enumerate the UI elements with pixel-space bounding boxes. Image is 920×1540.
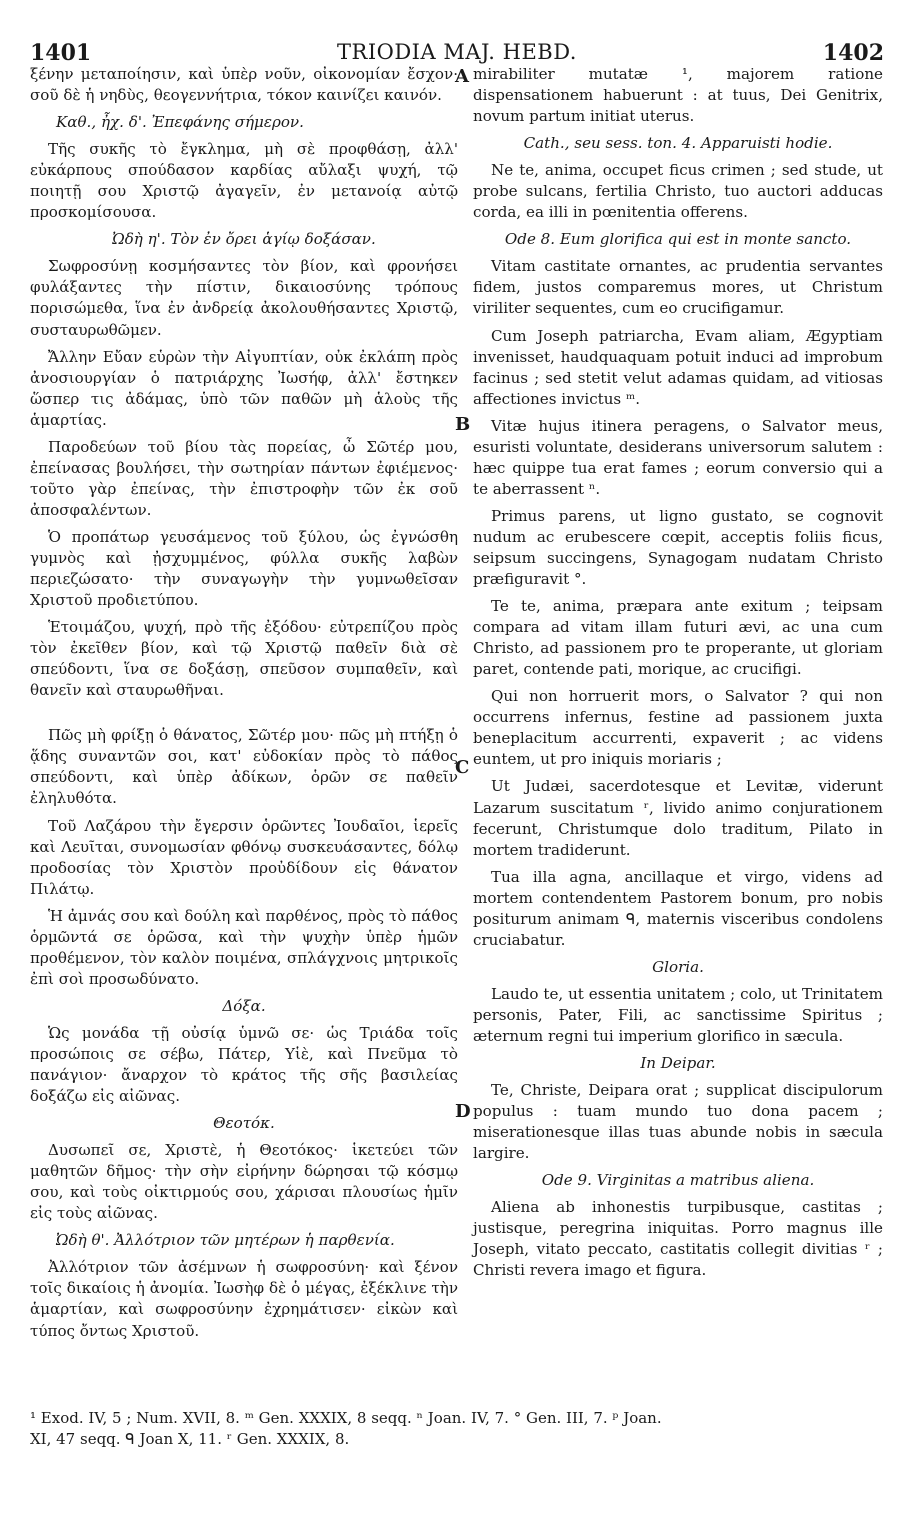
latin-column (473, 64, 883, 1287)
greek-paragraph: Ἡ ἀμνάς σου καὶ δούλη καὶ παρθένος, πρὸς τὸ πάθος ὁρμῶντά σε ὁρῶσα, καὶ τὴν ψυχὴν ὑπὲρ ἡμῶν προθέμενον, τὸν καλὸν ποιμένα, σπλάγχνοις μητρικοῖς ἐπὶ σοὶ προσωδύνατο. (30, 906, 458, 988)
footnote-line: XI, 47 seqq. ᑫ Joan X, 11. ʳ Gen. XXXIX, 8. (30, 1430, 350, 1448)
latin-heading: Ode 9. Virginitas a matribus aliena. (541, 1171, 815, 1190)
latin-heading: Gloria. (652, 957, 704, 976)
footnote-line: ¹ Exod. IV, 5 ; Num. XVII, 8. ᵐ Gen. XXXIX, 8 seqq. ⁿ Joan. IV, 7. ° Gen. III, 7. ᵖ Joan. (30, 1409, 662, 1427)
greek-paragraph: ξένην μεταποίησιν, καὶ ὑπὲρ νοῦν, οἰκονομίαν ἔσχον· σοῦ δὲ ἡ νηδὺς, θεογεννήτρια, τόκον καινίζει καινόν. (30, 65, 458, 105)
greek-heading: Καθ., ἦχ. δ'. Ἐπεφάνης σήμερον. (56, 113, 304, 132)
greek-paragraph: Ἀλλότριον τῶν ἀσέμνων ἡ σωφροσύνη· καὶ ξένον τοῖς δικαίοις ἡ ἀνομία. Ἰωσὴφ δὲ ὁ μέγας, ἐξέκλινε τὴν ἁμαρτίαν, καὶ σωφροσύνην ἐχρημάτισεν· εἰκὼν καὶ τύπος ὄντως Χριστοῦ. (30, 1258, 458, 1340)
greek-paragraph: Ὡς μονάδα τῇ οὐσίᾳ ὑμνῶ σε· ὡς Τριάδα τοῖς προσώποις σε σέβω, Πάτερ, Υἱὲ, καὶ Πνεῦμα τὸ πανάγιον· ἄναρχον τὸ κράτος τῆς σῆς βασιλείας δοξάζω εἰς αἰῶνας. (30, 1023, 458, 1106)
greek-paragraph: Δυσωπεῖ σε, Χριστὲ, ἡ Θεοτόκος· ἱκετεύει τῶν μαθητῶν δῆμος· τὴν σὴν εἰρήνην δώρησαι τῷ κόσμῳ σου, καὶ τοὺς οἰκτιρμούς σου, χάρισαι πλουσίως ἡμῖν εἰς τοὺς αἰῶνας. (30, 1141, 458, 1223)
greek-heading: Ὠδὴ η'. Τὸν ἐν ὄρει ἁγίῳ δοξάσαν. (112, 230, 376, 249)
latin-paragraph: Cum Joseph patriarcha, Evam aliam, Ægyptiam invenisset, haudquaquam potuit induci ad improbum facinus ; sed stetit velut adamas quidam, ad vitiosas affectiones invictus ᵐ. (473, 326, 883, 408)
latin-heading: Ode 8. Eum glorifica qui est in monte sancto. (504, 230, 852, 249)
latin-heading: Cath., seu sess. ton. 4. Apparuisti hodie. (523, 134, 833, 153)
greek-heading: Δόξα. (222, 996, 266, 1015)
latin-paragraph: Te te, anima, præpara ante exitum ; teipsam compara ad vitam illam futuri ævi, ac una cum Christo, ad passionem pro te properante, ut gloriam paret, contende pati, morique, ac crucifigi. (473, 597, 883, 679)
greek-paragraph: Τοῦ Λαζάρου τὴν ἔγερσιν ὁρῶντες Ἰουδαῖοι, ἱερεῖς καὶ Λευῖται, συνομωσίαν φθόνῳ συσκευάσαντες, δόλῳ προδοσίας τὸν Χριστὸν προὐδίδουν εἰς θάνατον Πιλάτῳ. (30, 816, 458, 898)
section-mark-a: A (455, 66, 469, 87)
section-mark-b: B (455, 414, 471, 435)
latin-paragraph: Aliena ab inhonestis turpibusque, castitas ; justisque, peregrina iniquitas. Porro magnus ille Joseph, vitato peccato, castitatis collegit divitias ʳ ; Christi revera imago et figura. (473, 1198, 883, 1280)
greek-paragraph: Ἑτοιμάζου, ψυχή, πρὸ τῆς ἐξόδου· εὐτρεπίζου πρὸς τὸν ἐκεῖθεν βίον, καὶ τῷ Χριστῷ παθεῖν διὰ σὲ σπεύδοντι, ἵνα σε δοξάσῃ, σπεῦσον συμπαθεῖν, καὶ θανεῖν καὶ σταυρωθῆναι. (30, 618, 458, 700)
latin-paragraph: Ut Judæi, sacerdotesque et Levitæ, viderunt Lazarum suscitatum ʳ, livido animo conjurationem fecerunt, Christumque dolo traditum, Pilato in mortem tradiderunt. (473, 777, 883, 859)
latin-paragraph: Vitam castitate ornantes, ac prudentia servantes fidem, justos comparemus mores, ut Christum viriliter sequentes, cum eo crucifigamur. (473, 257, 883, 318)
greek-paragraph: Ἄλλην Εὔαν εὑρὼν τὴν Αἰγυπτίαν, οὐκ ἐκλάπη πρὸς ἀνοσιουργίαν ὁ πατριάρχης Ἰωσήφ, ἀλλ' ἔστηκεν ὥσπερ τις ἀδάμας, ὑπὸ τῶν παθῶν μὴ ἁλοὺς τῆς ἁμαρτίας. (30, 347, 458, 429)
latin-paragraph: Qui non horruerit mors, o Salvator ? qui non occurrens infernus, festine ad passionem juxta beneplacitum accurrenti, expaverit ; ac videns euntem, ut pro iniquis moriaris ; (473, 687, 883, 769)
page-number-left: 1401 (30, 40, 92, 66)
greek-paragraph: Σωφροσύνῃ κοσμήσαντες τὸν βίον, καὶ φρονήσει φυλάξαντες τὴν πίστιν, δικαιοσύνης τρόπους πορισώμεθα, ἵνα ἐν ἀνδρείᾳ ἀκολουθήσαντες Χριστῷ, συσταυρωθῶμεν. (30, 257, 458, 339)
latin-paragraph: Tua illa agna, ancillaque et virgo, videns ad mortem contendentem Pastorem bonum, pro nobis positurum animam ᑫ, maternis visceribus condolens cruciabatur. (473, 867, 883, 949)
greek-column (30, 64, 458, 1348)
greek-paragraph: Ὁ προπάτωρ γευσάμενος τοῦ ξύλου, ὡς ἐγνώσθη γυμνὸς καὶ ᾐσχυμμένος, φύλλα συκῆς λαβὼν περιεζώσατο· τὴν συναγωγὴν τὴν γυμνωθεῖσαν Χριστοῦ προδιετύπου. (30, 527, 458, 610)
greek-heading: Ὠδὴ θ'. Ἀλλότριον τῶν μητέρων ἡ παρθενία. (56, 1231, 395, 1250)
page-number-right: 1402 (822, 40, 884, 66)
latin-paragraph: Vitæ hujus itinera peragens, o Salvator meus, esuristi voluntate, desiderans universorum salutem : hæc quippe tua erat fames ; eorum conversio qui a te aberrassent ⁿ. (473, 416, 883, 498)
latin-paragraph: Primus parens, ut ligno gustato, se cognovit nudum ac erubescere cœpit, acceptis foliis ficus, seipsum succingens, Synagogam nudatam Christo præfiguravit °. (473, 506, 883, 589)
latin-paragraph: Te, Christe, Deipara orat ; supplicat discipulorum populus : tuam mundo tuo dona pacem ; miserationesque illas tuas abunde nobis in sæcula largire. (473, 1081, 883, 1163)
latin-paragraph: mirabiliter mutatæ ¹, majorem ratione dispensationem habuerunt : at tuus, Dei Genitrix, novum partum initiat uterus. (473, 65, 883, 126)
greek-paragraph: Τῆς συκῆς τὸ ἔγκλημα, μὴ σὲ προφθάσῃ, ἀλλ' εὐκάρπους σπούδασον καρδίας αὔλαξι ψυχή, τῷ ποιητῇ σου Χριστῷ ἀγαγεῖν, ἐν μετανοίᾳ αὐτῷ προσκομίσουσα. (30, 140, 458, 222)
section-mark-d: D (455, 1101, 471, 1122)
section-mark-c: C (455, 757, 470, 778)
greek-paragraph: Παροδεύων τοῦ βίου τὰς πορείας, ὦ Σῶτέρ μου, ἐπείνασας βουλήσει, τὴν σωτηρίαν πάντων ἐφιέμενος· τοῦτο γὰρ ἐπείνας, τὴν ἐπιστροφὴν τῶν ἐκ σοῦ ἀποσφαλέντων. (30, 437, 458, 519)
latin-paragraph: Laudo te, ut essentia unitatem ; colo, ut Trinitatem personis, Pater, Fili, ac sanctissime Spiritus ; æternum regni tui imperium glorifico in sæcula. (473, 984, 883, 1045)
greek-paragraph: Πῶς μὴ φρίξῃ ὁ θάνατος, Σῶτέρ μου· πῶς μὴ πτήξῃ ὁ ᾅδης συναντῶν σοι, κατ' εὐδοκίαν πρὸς τὸ πάθος σπεύδοντι, καὶ ὑπὲρ ἀδίκων, ὁρῶν σε παθεῖν ἐληλυθότα. (30, 726, 458, 808)
latin-heading: In Deipar. (640, 1054, 716, 1073)
footnotes (30, 1408, 886, 1450)
latin-paragraph: Ne te, anima, occupet ficus crimen ; sed stude, ut probe sulcans, fertilia Christo, tuo auctori adducas corda, ea illi in pœnitentia offerens. (473, 161, 883, 222)
running-title: TRIODIA MAJ. HEBD. (337, 40, 577, 64)
greek-heading: Θεοτόκ. (213, 1114, 275, 1133)
